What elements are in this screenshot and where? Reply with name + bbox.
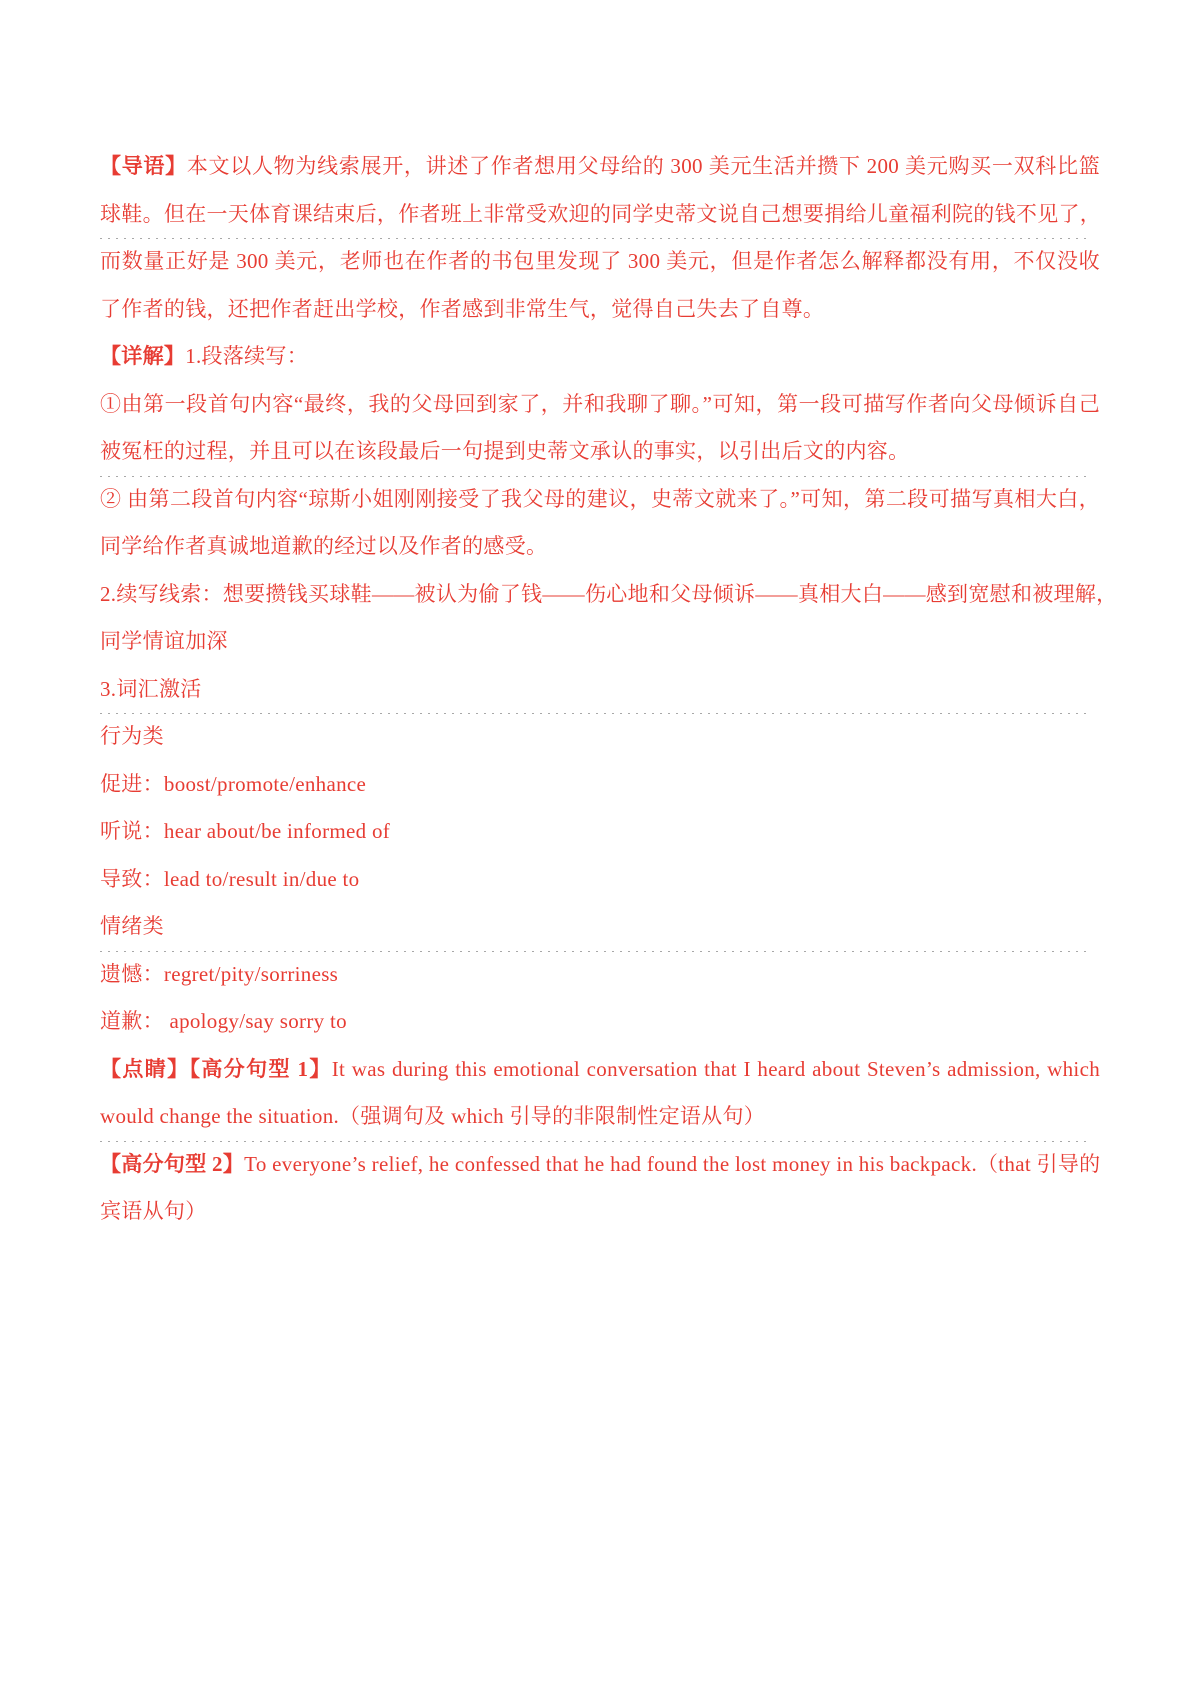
- point1-line-1: [100, 381, 1100, 429]
- point2-line-1: [100, 476, 1100, 524]
- analysis-label: 【详解】: [100, 344, 186, 368]
- intro-label: 【导语】: [100, 154, 187, 178]
- highlight2-label: 【高分句型 2】: [100, 1151, 245, 1176]
- line-text: 同学给作者真诚地道歉的经过以及作者的感受。: [100, 534, 548, 558]
- intro-line-4: [100, 286, 1100, 334]
- vocab-heading: [100, 666, 1100, 714]
- line-text: 被冤枉的过程，并且可以在该段最后一句提到史蒂文承认的事实，以引出后文的内容。: [100, 439, 910, 463]
- line-text: 宾语从句）: [100, 1199, 207, 1223]
- line-text: To everyone’s relief, he confessed that he had found the lost money in his backpack.（that 引导的: [244, 1151, 1101, 1176]
- line-text: 道歉： apology/say sorry to: [100, 1009, 347, 1033]
- vocab-category-emotion: [100, 903, 1100, 951]
- point1-line-2: [100, 428, 1100, 476]
- clue-line-1: [100, 571, 1118, 619]
- vocab-hear: [100, 808, 1100, 856]
- line-text: 而数量正好是 300 美元，老师也在作者的书包里发现了 300 美元，但是作者怎么解释都没有用，不仅没收: [100, 249, 1100, 273]
- dotted-separator: [100, 238, 1092, 239]
- line-text: 行为类: [100, 724, 164, 748]
- intro-line-3: [100, 238, 1100, 286]
- vocab-apology: [100, 998, 1100, 1046]
- vocab-regret: [100, 951, 1100, 999]
- line-text: It was during this emotional conversation that I heard about Steven’s admission, which: [331, 1056, 1100, 1081]
- dotted-separator: [100, 476, 1092, 477]
- line-text: 本文以人物为线索展开，讲述了作者想用父母给的 300 美元生活并攒下 200 美元购买一双科比篮: [186, 154, 1100, 178]
- vocab-category-action: [100, 713, 1100, 761]
- highlight1-line-1: [100, 1046, 1100, 1094]
- line-text: 2.续写线索：想要攒钱买球鞋——被认为偷了钱——伤心地和父母倾诉——真相大白——感到宽慰和被理解，: [100, 581, 1118, 606]
- clue-line-2: [100, 618, 1100, 666]
- line-text: would change the situation.（强调句及 which 引导的非限制性定语从句）: [100, 1104, 766, 1128]
- line-text: 听说：hear about/be informed of: [100, 819, 391, 843]
- dotted-separator: [100, 951, 1092, 952]
- intro-line-1: [100, 143, 1100, 191]
- analysis-heading: [100, 333, 1100, 381]
- line-text: 3.词汇激活: [100, 676, 202, 701]
- line-text: 球鞋。但在一天体育课结束后，作者班上非常受欢迎的同学史蒂文说自己想要捐给儿童福利院的钱不见了，: [100, 201, 1102, 226]
- line-text: 了作者的钱，还把作者赶出学校，作者感到非常生气，觉得自己失去了自尊。: [100, 296, 825, 321]
- line-text: 1.段落续写：: [185, 344, 309, 368]
- highlight1-line-2: [100, 1093, 1100, 1141]
- vocab-lead: [100, 856, 1100, 904]
- highlight2-line-2: [100, 1188, 1100, 1236]
- dotted-separator: [100, 713, 1092, 714]
- line-text: 促进：boost/promote/enhance: [100, 771, 367, 796]
- line-text: 同学情谊加深: [100, 629, 228, 653]
- line-text: ①由第一段首句内容“最终，我的父母回到家了，并和我聊了聊。”可知，第一段可描写作者向父母倾诉自己: [100, 391, 1100, 416]
- point2-line-2: [100, 523, 1100, 571]
- dotted-separator: [100, 1141, 1092, 1142]
- vocab-promote: [100, 761, 1100, 809]
- line-text: 遗憾：regret/pity/sorriness: [100, 961, 339, 986]
- intro-line-2: [100, 191, 1100, 239]
- highlight2-line-1: [100, 1141, 1100, 1189]
- line-text: 导致：lead to/result in/due to: [100, 866, 360, 891]
- line-text: ② 由第二段首句内容“琼斯小姐刚刚接受了我父母的建议，史蒂文就来了。”可知，第二段可描写真相大白，: [100, 486, 1100, 511]
- highlight1-label: 【点睛】【高分句型 1】: [100, 1056, 332, 1081]
- line-text: 情绪类: [100, 914, 164, 938]
